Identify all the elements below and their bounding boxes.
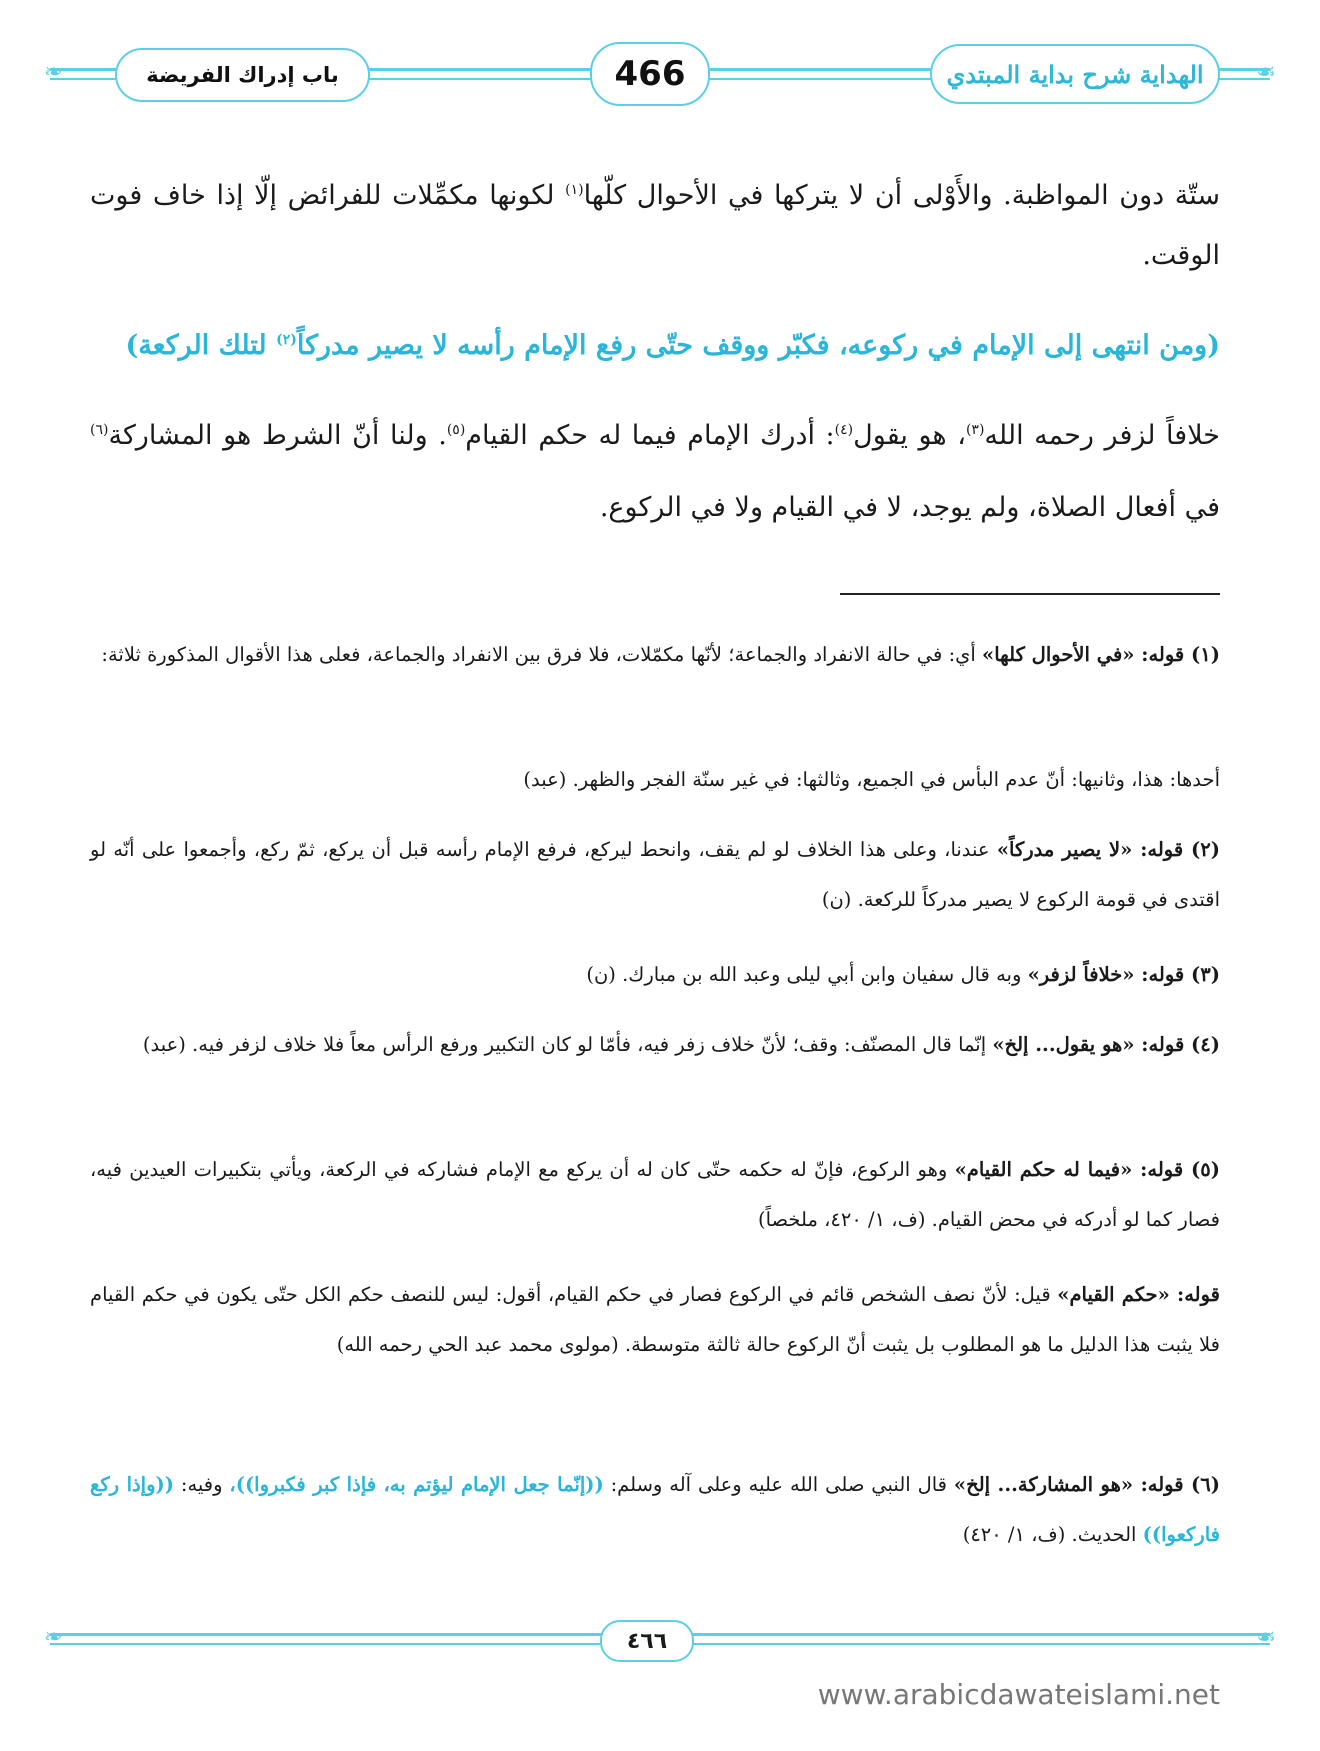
footnote-1b [90, 755, 1220, 805]
footnote-6 [90, 1460, 1220, 1560]
page-number-box [590, 42, 710, 106]
footnote-5 [90, 1145, 1220, 1245]
footnote-4-label: (٤) قوله: «هو يقول... إلخ» [992, 1033, 1220, 1056]
p2-c: : أدرك الإمام فيما له حكم القيام [465, 420, 835, 451]
footer-page-number-box [600, 1620, 694, 1662]
footnote-5-text: وهو الركوع، فإنّ له حكمه حتّى كان له أن يركع مع الإمام فشاركه في الركعة، ويأتي بتكبيرات العيدين فيه، فصار كما لو أدركه في محض القيام. (ف، ١/ ٤٢٠، ملخصاً) [90, 1158, 1220, 1231]
footnote-4 [90, 1020, 1220, 1070]
p2-a: خلافاً لزفر رحمه الله [984, 420, 1220, 451]
footnote-5-label: (٥) قوله: «فيما له حكم القيام» [954, 1158, 1220, 1181]
footnote-4-text: إنّما قال المصنّف: وقف؛ لأنّ خلاف زفر فيه، فأمّا لو كان التكبير ورفع الرأس معاً فلا خلاف لزفر فيه. (عبد) [142, 1033, 993, 1056]
footnote-1b-text: أحدها: هذا، وثانيها: أنّ عدم البأس في الجميع، وثالثها: في غير سنّة الفجر والظهر. (عبد) [523, 768, 1220, 791]
main-paragraph-1 [90, 160, 1220, 286]
footer-page-number: ٤٦٦ [626, 1628, 668, 1654]
footnote-ref-5: (٥) [446, 422, 466, 438]
book-title-box [930, 44, 1220, 104]
matn-text [90, 310, 1220, 376]
footnote-1 [90, 630, 1220, 680]
footnote-6-hadith: ((إنّما جعل الإمام ليؤتم به، فإذا كبر فكبروا))، [229, 1473, 604, 1496]
footnote-2-text: عندنا، وعلى هذا الخلاف لو لم يقف، وانحط ليركع، فرفع الإمام رأسه قبل أن يركع، ثمّ ركع، وأجمعوا على أنّه لو اقتدى في قومة الركوع لا يصير مدركاً للركعة. (ن) [90, 838, 1220, 911]
ornament-left-icon: ❧ [44, 60, 63, 85]
footnote-ref-1: (١) [565, 182, 584, 198]
main-text-1-end: لكونها مكمِّلات للفرائض إلّا إذا خاف فوت الوقت. [90, 180, 1220, 271]
footnote-6-text: قال النبي صلى الله عليه وعلى آله وسلم: [603, 1473, 954, 1496]
footnote-5b [90, 1270, 1220, 1370]
website-url: www.arabicdawateislami.net [817, 1678, 1220, 1711]
main-paragraph-2 [90, 394, 1220, 544]
footnote-1-label: (١) قوله: «في الأحوال كلها» [982, 643, 1220, 666]
book-title: الهداية شرح بداية المبتدي [946, 59, 1204, 89]
footnote-6-label: (٦) قوله: «هو المشاركة... إلخ» [953, 1473, 1220, 1496]
page-number: 466 [614, 54, 686, 94]
footnote-3 [90, 950, 1220, 1000]
footnote-6-text-2: وفيه: [173, 1473, 230, 1496]
p2-e: في أفعال الصلاة، ولم يوجد، لا في القيام ولا في الركوع. [599, 492, 1220, 523]
footnote-6-hadith-2: ((وإذا ركع فاركعوا)) [90, 1473, 1220, 1546]
p2-b: ، هو يقول [853, 420, 966, 451]
matn-part-b: لتلك الركعة) [125, 330, 277, 361]
footnote-ref-3: (٣) [965, 422, 985, 438]
footnote-5b-text: قيل: لأنّ نصف الشخص قائم في الركوع فصار في حكم القيام، أقول: ليس للنصف حكم الكل حتّى يكون في حكم القيام فلا يثبت هذا الدليل ما هو المطلوب بل يثبت أنّ الركوع حالة ثالثة متوسطة. (مولوى محمد عبد الحي رحمه الله) [90, 1283, 1220, 1356]
footnote-5b-label: قوله: «حكم القيام» [1057, 1283, 1220, 1306]
footnote-3-label: (٣) قوله: «خلافاً لزفر» [1027, 963, 1220, 986]
ornament-right-icon: ☙ [1256, 60, 1276, 85]
footnote-2-label: (٢) قوله: «لا يصير مدركاً» [996, 838, 1220, 861]
footnote-divider [840, 593, 1220, 595]
footer-ornament-left-icon: ❧ [44, 1625, 63, 1650]
footer-ornament-right-icon: ☙ [1256, 1625, 1276, 1650]
footnote-6-text-3: الحديث. (ف، ١/ ٤٢٠) [962, 1523, 1143, 1546]
footnote-ref-2: (٢) [276, 332, 297, 348]
footnote-ref-4: (٤) [834, 422, 854, 438]
running-title-box [115, 48, 370, 102]
matn-part-a: (ومن انتهى إلى الإمام في ركوعه، فكبّر ووقف حتّى رفع الإمام رأسه لا يصير مدركاً [296, 330, 1220, 361]
footnote-1-text: أي: في حالة الانفراد والجماعة؛ لأنّها مكمّلات، فلا فرق بين الانفراد والجماعة، فعلى هذا الأقوال المذكورة ثلاثة: [101, 643, 983, 666]
footnote-2 [90, 825, 1220, 925]
footnote-3-text: وبه قال سفيان وابن أبي ليلى وعبد الله بن مبارك. (ن) [586, 963, 1028, 986]
footnote-ref-6: (٦) [90, 422, 109, 438]
p2-d: . ولنا أنّ الشرط هو المشاركة [108, 420, 447, 451]
running-title: باب إدراك الفريضة [146, 63, 339, 87]
main-text-1: ستّة دون المواظبة. والأَوْلى أن لا يتركها في الأحوال كلّها [583, 180, 1221, 211]
